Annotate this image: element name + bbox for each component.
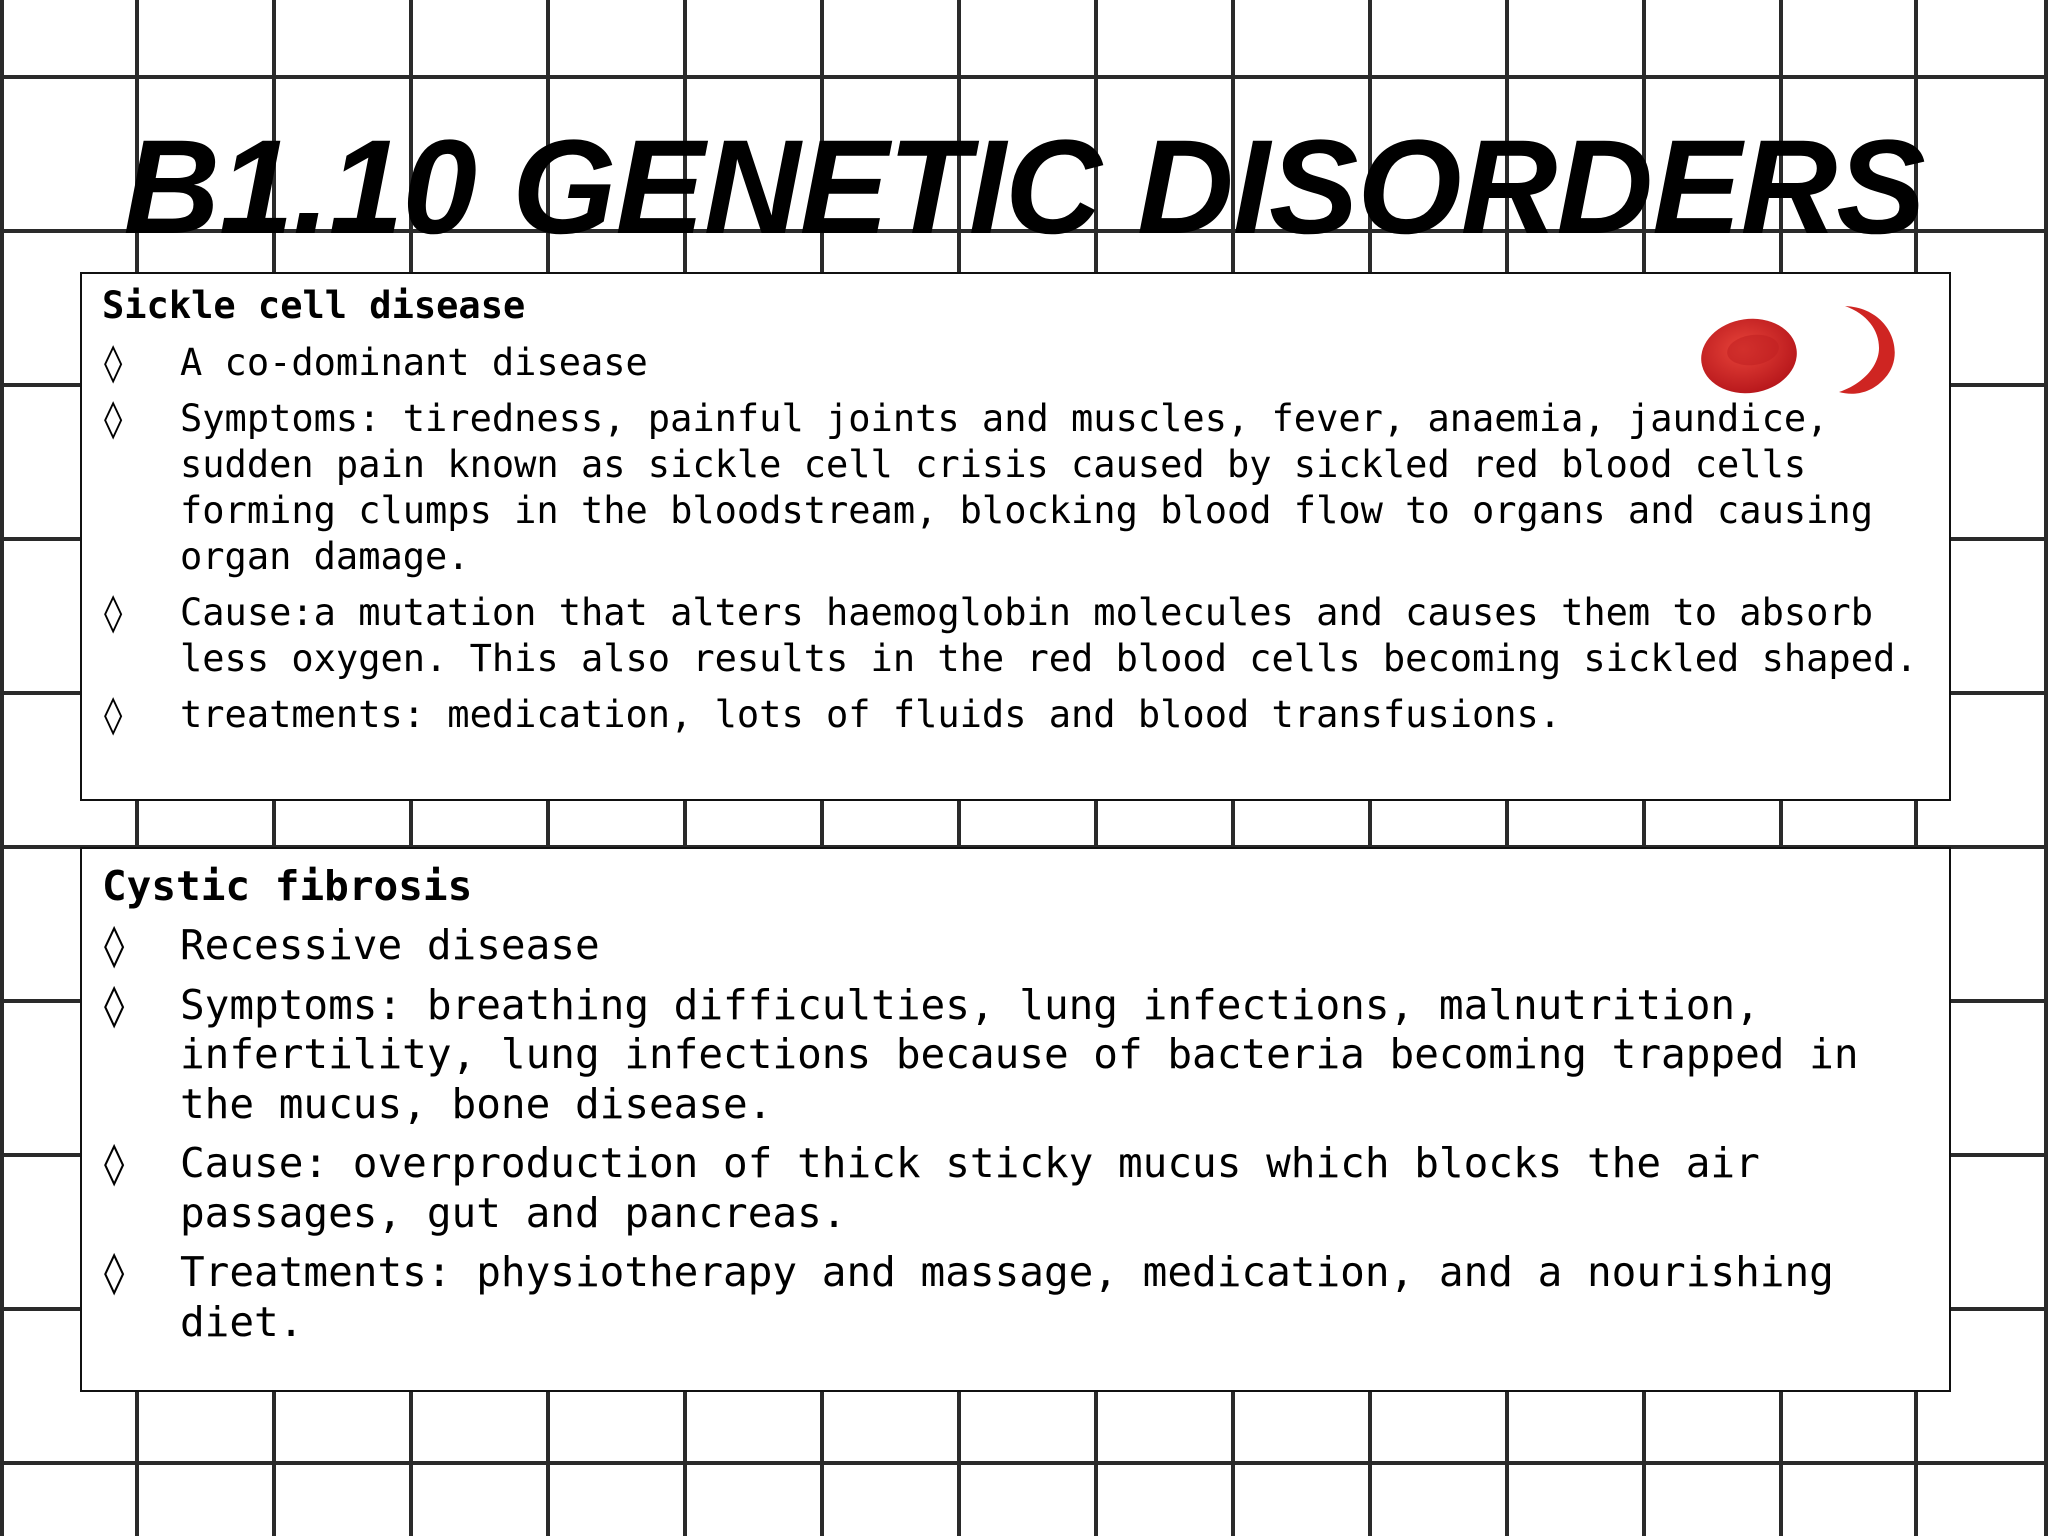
bullet-text: treatments: medication, lots of fluids and blood transfusions. (180, 693, 1562, 736)
bullet-item (102, 396, 1929, 580)
sickle-cell-heading: Sickle cell disease (102, 284, 526, 327)
lozenge-bullet-icon: ◊ (104, 1139, 125, 1187)
lozenge-bullet-icon: ◊ (104, 693, 123, 736)
lozenge-bullet-icon: ◊ (104, 591, 123, 634)
bullet-item (102, 692, 1929, 738)
lozenge-bullet-icon: ◊ (104, 1248, 125, 1296)
lozenge-bullet-icon: ◊ (104, 397, 123, 440)
cystic-fibrosis-heading: Cystic fibrosis (102, 862, 473, 910)
bullet-item (102, 1139, 1929, 1238)
slide-title: B1.10 GENETIC DISORDERS (123, 113, 1925, 262)
cystic-fibrosis-bullet-list (102, 921, 1929, 1347)
bullet-text: A co-dominant disease (180, 341, 648, 384)
bullet-item (102, 590, 1929, 682)
sickle-cell-card (80, 272, 1951, 801)
normal-red-blood-cell-icon (1696, 313, 1801, 400)
bullet-item (102, 1248, 1929, 1347)
bullet-text: Treatments: physiotherapy and massage, medication, and a nourishing diet. (180, 1248, 1834, 1346)
lozenge-bullet-icon: ◊ (104, 921, 125, 969)
bullet-item (102, 340, 1929, 386)
lozenge-bullet-icon: ◊ (104, 980, 125, 1029)
bullet-item (102, 981, 1929, 1130)
cystic-fibrosis-card (80, 847, 1951, 1392)
bullet-text: Symptoms: tiredness, painful joints and muscles, fever, anaemia, jaundice, sudden pain known as sickle cell crisis caused by sickled red blood cells forming clumps in the bloodstream, blocking blood flow to organs and causing organ damage. (180, 397, 1873, 578)
sickle-red-blood-cell-icon (1839, 306, 1895, 394)
bullet-item (102, 921, 1929, 971)
bullet-text: Recessive disease (180, 921, 600, 969)
lozenge-bullet-icon: ◊ (104, 341, 123, 384)
bullet-text: Symptoms: breathing difficulties, lung infections, malnutrition, infertility, lung infections because of bacteria becoming trapped in the mucus, bone disease. (180, 980, 1859, 1128)
bullet-text: Cause:a mutation that alters haemoglobin molecules and causes them to absorb less oxygen. This also results in the red blood cells becoming sickled shaped. (180, 591, 1918, 680)
bullet-text: Cause: overproduction of thick sticky mucus which blocks the air passages, gut and pancreas. (180, 1139, 1760, 1237)
sickle-cell-bullet-list (102, 340, 1929, 738)
red-blood-cells-illustration (1695, 300, 1915, 400)
